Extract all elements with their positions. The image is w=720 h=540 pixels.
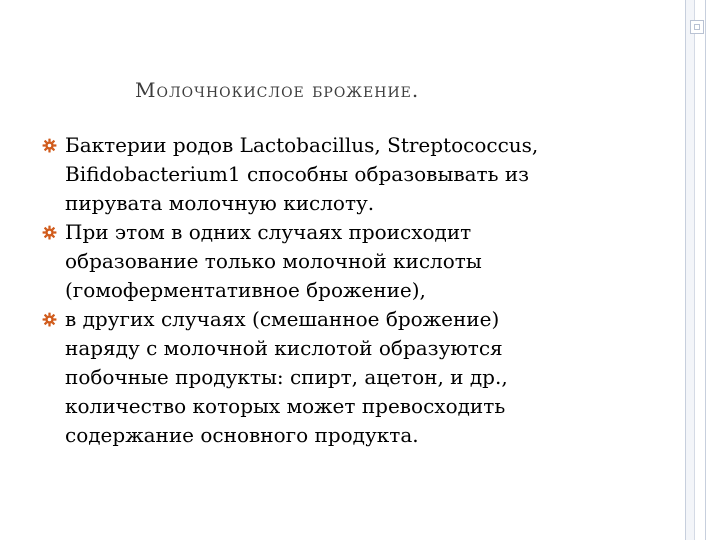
frame-line [705,0,706,540]
frame-band [686,0,694,540]
frame-line [685,0,686,540]
bullet-item [42,131,642,218]
bullet-item [42,218,642,305]
frame-line [694,0,695,540]
frame-square-ornament [690,20,704,34]
slide-title: Молочнокислое брожение. [135,78,420,102]
gear-bullet-icon [42,138,57,153]
bullet-item [42,305,642,450]
bullet-text: в других случаях (смешанное брожение) наряду с молочной кислотой образуются побочные продукты: спирт, ацетон, и др., количество которых может превосходить содержание основного продукта. [65,307,508,447]
gear-bullet-icon [42,225,57,240]
gear-bullet-icon [42,312,57,327]
frame-square-inner [694,24,700,30]
bullet-list [42,131,642,450]
bullet-text: Бактерии родов Lactobacillus, Streptococcus, Bifidobacterium1 способны образовывать из пирувата молочную кислоту. [65,133,539,215]
bullet-text: При этом в одних случаях происходит образование только молочной кислоты (гомоферментативное брожение), [65,220,482,302]
